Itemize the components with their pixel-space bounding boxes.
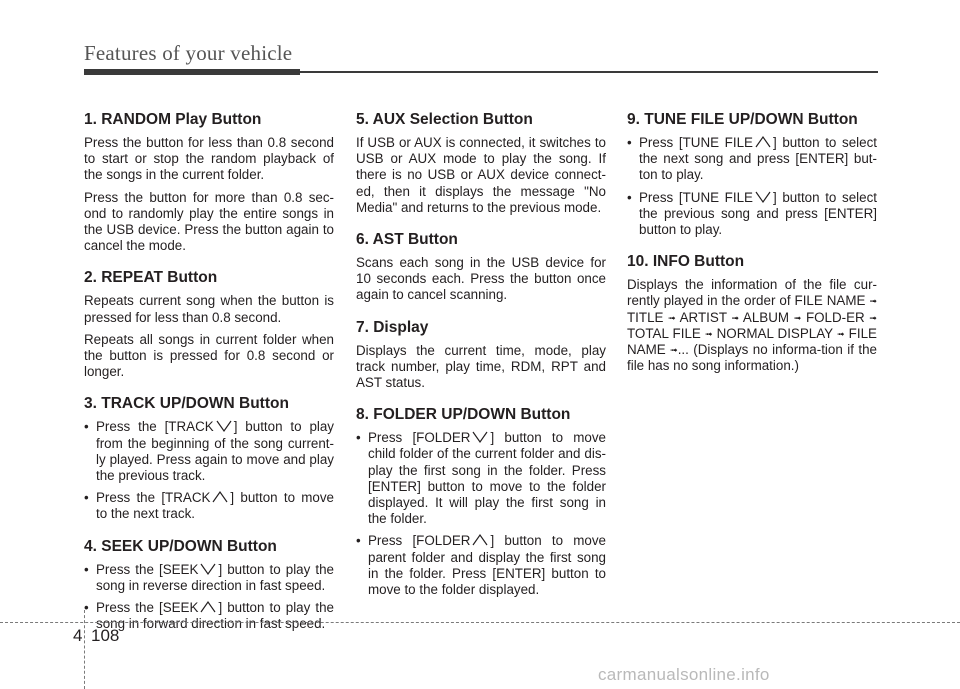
footer-divider [84,610,85,689]
list-item: • Press [TUNE FILE ] button to select the next song and press [ENTER] but-ton to play. [627,135,877,184]
paragraph: Press the button for more than 0.8 sec-ond to randomly play the entire songs in the USB device. Press the button again to cancel the mode. [84,189,334,254]
column-1 [84,110,334,646]
section-title: 1. RANDOM Play Button [84,111,262,128]
list-item: • Press the [SEEK ] button to play the song in reverse direction in fast speed. [84,562,334,594]
section-title: 8. FOLDER UP/DOWN Button [356,406,571,424]
section-seek [84,537,334,633]
section-title: 6. AST Button [356,231,458,249]
right-arrow-icon: ➟ [869,296,877,307]
section-random [84,110,334,254]
section-title: 3. TRACK UP/DOWN Button [84,395,289,413]
header-thin-rule [300,71,878,73]
column-2 [356,110,606,612]
right-arrow-icon: ➟ [837,328,845,339]
section-display [356,318,606,392]
right-arrow-icon: ➟ [869,312,877,323]
caret-up-icon [471,533,489,547]
list-item: • Press [TUNE FILE ] button to select the previous song and press [ENTER] button to play. [627,190,877,239]
chapter-number: 4 [73,626,83,645]
bullet-list [356,430,606,598]
caret-up-icon [199,600,217,614]
paragraph: Repeats current song when the button is pressed for less than 0.8 second. [84,293,334,325]
paragraph: Displays the information of the file cur-rently played in the order of FILE NAME ➟ TITLE ➟ ARTIST ➟ ALBUM ➟ FOLD-ER ➟ TOTAL FILE ➟ NORMAL DISPLAY ➟ FILE NAME ➟... (Displays no informa-tion if the file has no song information.) [627,277,877,374]
section-ast [356,230,606,304]
watermark: carmanualsonline.info [598,665,770,684]
list-item: • Press the [TRACK ] button to move to the next track. [84,490,334,522]
header-thick-rule [84,69,300,75]
page-header-title: Features of your vehicle [84,41,293,65]
right-arrow-icon: ➟ [793,312,802,323]
right-arrow-icon: ➟ [704,328,713,339]
bullet-list [627,135,877,238]
section-title: 7. Display [356,318,429,336]
list-item: • Press the [TRACK ] button to play from the beginning of the song current-ly played. Press again to move and play the previous track. [84,419,334,484]
list-item: • Press the [SEEK ] button to play the song in forward direction in fast speed. [84,600,334,632]
section-title: 10. INFO Button [627,253,745,271]
section-title: 2. REPEAT Button [84,269,218,287]
right-arrow-icon: ➟ [670,345,678,356]
section-tune-file [627,110,877,238]
footer-rule [0,622,960,623]
list-item: • Press [FOLDER ] button to move child folder of the current folder and dis-play the first song in the folder. Press [ENTER] button to move to the folder displayed. It will play the first song in the folder. [356,430,606,527]
paragraph: Displays the current time, mode, play track number, play time, RDM, RPT and AST status. [356,342,606,391]
caret-down-icon [754,190,772,204]
section-info [627,252,877,374]
caret-down-icon [471,430,489,444]
paragraph: Repeats all songs in current folder when the button is pressed for 0.8 second or longer. [84,331,334,380]
paragraph: Press the button for less than 0.8 second to start or stop the random playback of the songs in the current folder. [84,135,334,183]
bullet-list [84,419,334,522]
right-arrow-icon: ➟ [731,312,739,323]
caret-up-icon [754,135,772,149]
section-title: 5. AUX Selection Button [356,111,533,128]
caret-down-icon [215,419,233,433]
section-repeat [84,268,334,380]
caret-down-icon [199,562,217,576]
list-item: • Press [FOLDER ] button to move parent folder and display the first song in the folder. Press [ENTER] button to move to the folder displayed. [356,533,606,598]
section-aux [356,110,606,216]
section-title: 4. SEEK UP/DOWN Button [84,537,277,555]
page-number: 108 [91,626,120,645]
paragraph: If USB or AUX is connected, it switches to USB or AUX mode to play the song. If there is no USB or AUX device connect-ed, then it displays the message "No Media" and returns to the previous mode. [356,135,606,215]
column-3 [627,110,877,388]
right-arrow-icon: ➟ [668,312,676,323]
caret-up-icon [211,490,229,504]
section-track [84,394,334,522]
section-folder [356,405,606,598]
section-title: 9. TUNE FILE UP/DOWN Button [627,111,858,128]
paragraph: Scans each song in the USB device for 10 seconds each. Press the button once again to cancel scanning. [356,255,606,303]
